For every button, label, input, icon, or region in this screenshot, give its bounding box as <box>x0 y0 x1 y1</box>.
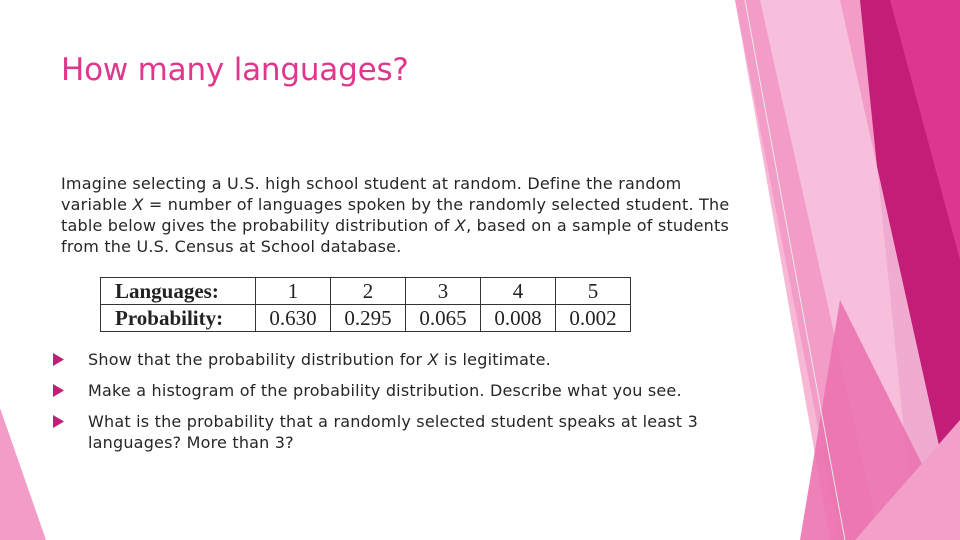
triangle-arrow-icon <box>52 415 65 428</box>
triangle-arrow-icon <box>52 384 65 397</box>
list-item <box>52 380 742 401</box>
table-cell: 0.008 <box>481 305 556 332</box>
intro-text-1: Imagine selecting a U.S. high school student at random. Define the random variable <box>61 174 682 214</box>
list-item <box>52 411 742 453</box>
bullet-list <box>52 349 742 463</box>
bullet-text: Show that the probability distribution for <box>88 350 428 369</box>
variable-x: X <box>132 195 144 214</box>
row-label-probability: Probability: <box>101 305 256 332</box>
table-cell: 4 <box>481 278 556 305</box>
intro-text-2: = number of languages spoken by the randomly selected student. The table below gives the probability distribution of <box>61 195 730 235</box>
bullet-text: Make a histogram of the probability distribution. Describe what you see. <box>88 381 682 400</box>
triangle-arrow-icon <box>52 353 65 366</box>
table-cell: 2 <box>331 278 406 305</box>
table-cell: 0.065 <box>406 305 481 332</box>
intro-text-3: , based on a sample of students from the U.S. Census at School database. <box>61 216 730 256</box>
slide-title: How many languages? <box>61 52 409 88</box>
variable-x: X <box>427 350 439 369</box>
table-row-languages <box>101 278 631 305</box>
bullet-text: What is the probability that a randomly selected student speaks at least 3 languages? More than 3? <box>88 412 698 452</box>
table-cell: 0.002 <box>556 305 631 332</box>
table-row-probability <box>101 305 631 332</box>
table-cell: 0.295 <box>331 305 406 332</box>
table-cell: 1 <box>256 278 331 305</box>
table-cell: 3 <box>406 278 481 305</box>
bullet-text: is legitimate. <box>438 350 551 369</box>
intro-paragraph <box>61 173 731 257</box>
variable-x: X <box>454 216 467 235</box>
table-cell: 5 <box>556 278 631 305</box>
row-label-languages: Languages: <box>101 278 256 305</box>
list-item <box>52 349 742 370</box>
table-cell: 0.630 <box>256 305 331 332</box>
probability-distribution-table <box>100 277 631 332</box>
